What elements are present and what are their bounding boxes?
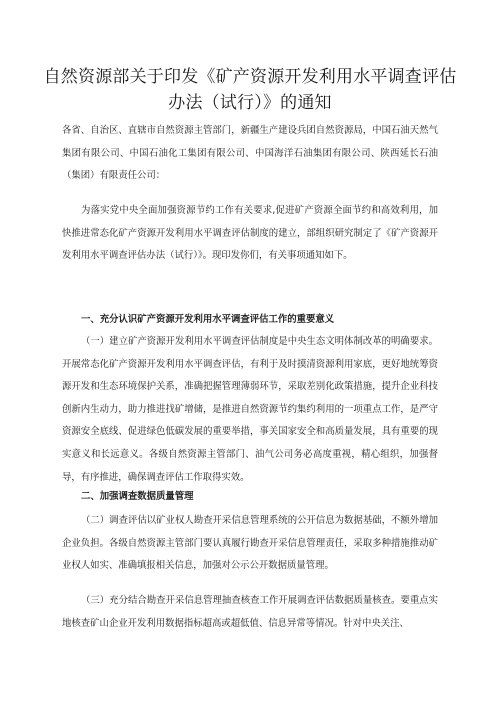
paragraph-2: （二）调查评估以矿业权人勘查开采信息管理系统的公开信息为数据基础，不额外增加企业负担。各级自然资源主管部门要认真履行勘查开采信息管理责任，采取多种措施推动矿业权人如实、准确填报相关信息，加强对公示公开数据质量管理。 [62,515,438,572]
section-heading-2: 二、加强调查数据质量管理 [81,491,194,502]
document-title: 自然资源部关于印发《矿产资源开发利用水平调查评估办法（试行）》的通知 [43,67,457,113]
section-heading-1: 一、充分认识矿产资源开发利用水平调查评估工作的重要意义 [81,314,335,325]
paragraph-1: （一）建立矿产资源开发利用水平调查评估制度是中央生态文明体制改革的明确要求。开展常态化矿产资源开发利用水平调查评估，有利于及时摸清资源利用家底，更好地统筹资源开发和生态环境保护关系，准确把握管理薄弱环节，采取差别化政策措施，提升企业科技创新内生动力，助力推进找矿增储，是推进自然资源节约集约利用的一项重点工作，是严守资源安全底线、促进绿色低碳发展的重要举措，事关国家安全和高质量发展，具有重要的现实意义和长远意义。各级自然资源主管部门、油气公司务必高度重视，精心组织，加强督导，有序推进，确保调查评估工作取得实效。 [62,336,438,483]
intro-paragraph: 为落实党中央全面加强资源节约工作有关要求,促进矿产资源全面节约和高效利用，加快推进常态化矿产资源开发利用水平调查评估制度的建立，部组织研究制定了《矿产资源开发利用水平调查评估办法（试行）》。现印发你们，有关事项通知如下。 [62,205,438,262]
paragraph-3: （三）充分结合勘查开采信息管理抽查核查工作开展调查评估数据质量核查。要重点实地核查矿山企业开发利用数据指标超高或超低值、信息异常等情况。针对中央关注、 [62,595,438,629]
addressee-paragraph: 各省、自治区、直辖市自然资源主管部门，新疆生产建设兵团自然资源局，中国石油天然气集团有限公司、中国石油化工集团有限公司、中国海洋石油集团有限公司、陕西延长石油（集团）有限责任公司： [62,125,438,182]
